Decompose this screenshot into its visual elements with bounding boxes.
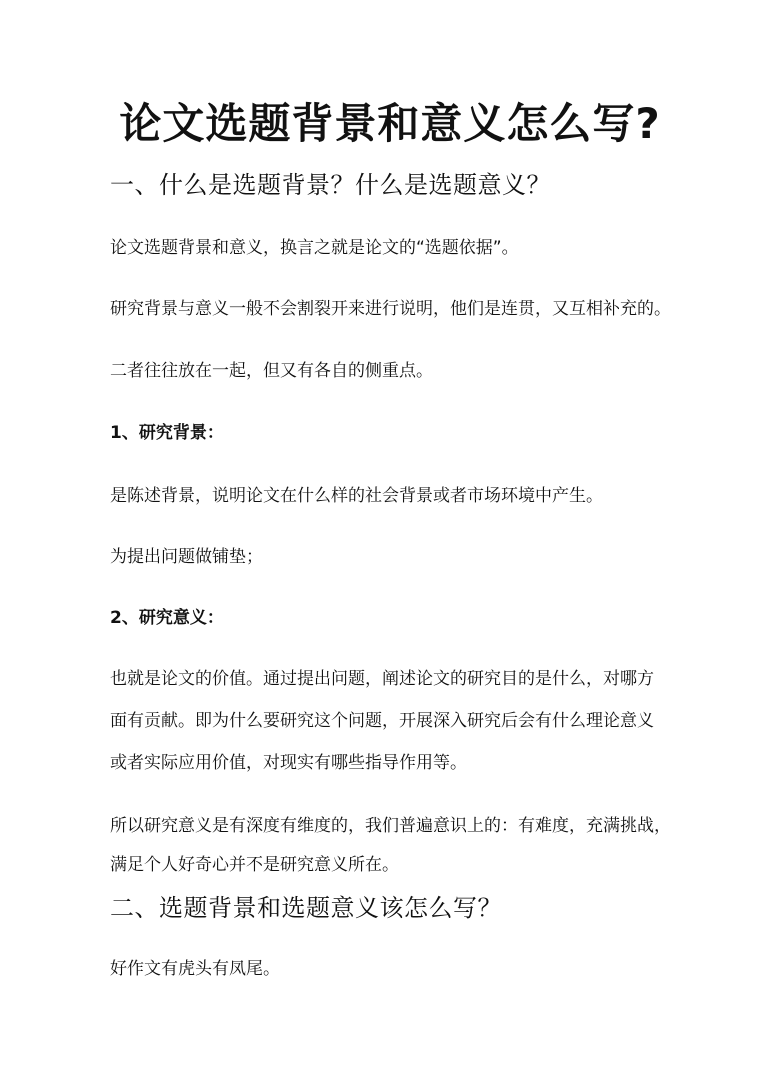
paragraph: 是陈述背景，说明论文在什么样的社会背景或者市场环境中产生。 [110,486,603,506]
document-title: 论文选题背景和意义怎么写? [119,99,661,148]
paragraph-line: 也就是论文的价值。通过提出问题，阐述论文的研究目的是什么，对哪方 [110,669,654,689]
section-heading-1: 一、什么是选题背景？什么是选题意义？ [110,171,551,199]
paragraph: 二者往往放在一起，但又有各自的侧重点。 [110,361,433,381]
paragraph: 为提出问题做铺垫； [110,547,263,567]
paragraph-line: 面有贡献。即为什么要研究这个问题，开展深入研究后会有什么理论意义 [110,711,654,731]
paragraph: 好作文有虎头有凤尾。 [110,959,280,979]
subheading-research-background: 1、研究背景： [110,423,224,443]
section-heading-2: 二、选题背景和选题意义该怎么写？ [110,894,502,922]
subheading-research-significance: 2、研究意义： [110,608,224,628]
paragraph-line: 或者实际应用价值，对现实有哪些指导作用等。 [110,753,467,773]
paragraph-line: 满足个人好奇心并不是研究意义所在。 [110,855,399,875]
paragraph: 研究背景与意义一般不会割裂开来进行说明，他们是连贯，又互相补充的。 [110,299,671,319]
paragraph: 论文选题背景和意义，换言之就是论文的“选题依据”。 [110,238,519,258]
paragraph-line: 所以研究意义是有深度有维度的，我们普遍意识上的：有难度，充满挑战， [110,816,671,836]
